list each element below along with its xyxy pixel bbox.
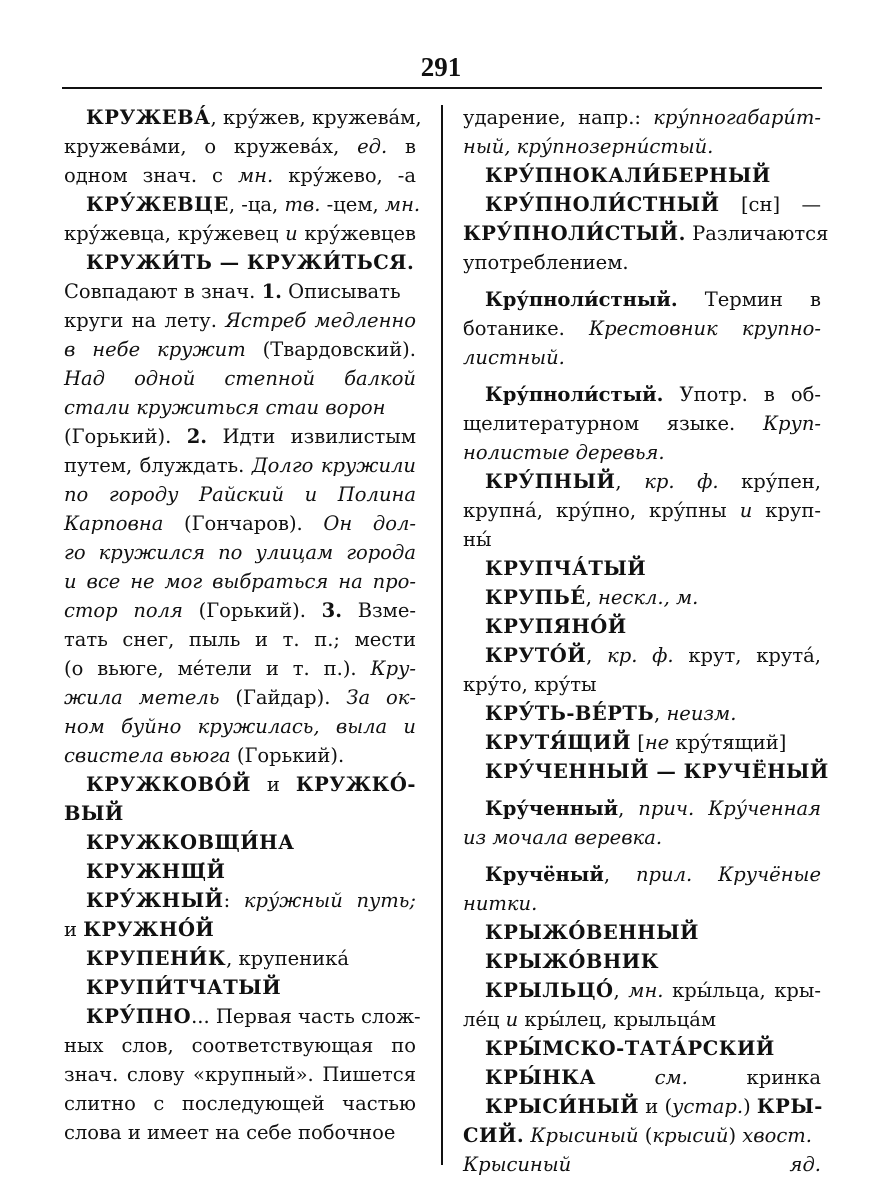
text-span: кружева́ми, о кружева́х, (64, 135, 358, 158)
text-line (463, 612, 821, 641)
text-line (463, 248, 821, 277)
text-span: ботанике. (463, 317, 589, 340)
text-span: кру́тящий] (669, 731, 787, 754)
text-span: круп- (752, 499, 821, 522)
italic-text: мн. (384, 193, 421, 216)
italic-text: устар. (672, 1095, 744, 1118)
italic-text: нитки. (463, 892, 538, 915)
italic-text: Крестовник крупно- (588, 317, 821, 340)
text-span: Совпадают в знач. (64, 280, 262, 303)
italic-text: кр. ф. (644, 470, 719, 493)
italic-text: неизм. (666, 702, 737, 725)
text-line (64, 567, 416, 596)
text-line (64, 857, 416, 886)
text-span: щелитературном языке. (463, 412, 763, 435)
italic-text: см. (654, 1066, 688, 1089)
headword: КРУЖНО́Й (83, 918, 215, 941)
text-line (463, 1005, 821, 1034)
right-column (463, 103, 829, 1179)
text-line (64, 190, 421, 219)
italic-text: Крысиный яд. (463, 1153, 821, 1176)
text-span: знач. слову «крупный». Пишется (64, 1063, 416, 1086)
italic-text: ном буйно кружилась, выла и (64, 715, 416, 738)
text-line (64, 538, 416, 567)
italic-text: по городу Райский и Полина (64, 483, 416, 506)
italic-text: мн. (628, 979, 664, 1002)
text-span: и (250, 773, 296, 796)
italic-text: Над одной степной балкой (64, 367, 416, 390)
text-line (463, 728, 821, 757)
italic-text: и все не мог выбраться на про- (64, 570, 416, 593)
headword: КРУ́ПНОЛИ́СТНЫЙ (485, 193, 720, 216)
text-span: слитно с последующей частью (64, 1092, 416, 1115)
text-line (64, 712, 416, 741)
text-span: -цем, (320, 193, 385, 216)
text-span: , -ца, (228, 193, 285, 216)
entry-gap (463, 786, 821, 794)
text-line (463, 1034, 821, 1063)
text-line (64, 422, 416, 451)
text-span: (Твардовский). (245, 338, 416, 361)
text-span: , (585, 586, 599, 609)
text-line (463, 757, 829, 786)
text-line (64, 741, 416, 770)
text-line (463, 132, 821, 161)
headword: КРУПЧА́ТЫЙ (485, 557, 647, 580)
text-line (463, 161, 821, 190)
headword: КРУ́ЖНЫЙ (86, 889, 224, 912)
text-line (64, 306, 416, 335)
left-column (64, 103, 422, 1147)
headword: КРЫ́НКА (485, 1066, 596, 1089)
text-span: тать снег, пыль и т. п.; мести (64, 628, 416, 651)
headword: КРУ́ПНЫЙ (485, 470, 616, 493)
text-span: (Горький). (182, 599, 322, 622)
headword: КРУТО́Й (485, 644, 587, 667)
text-span: (Гончаров). (163, 512, 324, 535)
italic-text: мн. (237, 164, 274, 187)
text-line (463, 219, 829, 248)
text-span: Идти извилистым (207, 425, 416, 448)
headword: КРУЖКОВО́Й (86, 773, 251, 796)
text-line (463, 438, 821, 467)
text-span: , (613, 979, 629, 1002)
bold-text: Кру́пноли́стый. (485, 383, 664, 406)
italic-text: го кружился по улицам города (64, 541, 416, 564)
text-span: крупна́, кру́пно, кру́пны (463, 499, 740, 522)
italic-text: прил. Кручёные (635, 863, 821, 886)
headword: КРУТЯ́ЩИЙ (485, 731, 631, 754)
text-span: (Горький). (230, 744, 345, 767)
text-line (463, 554, 821, 583)
entry-gap (463, 372, 821, 380)
italic-text: ный, кру́пнозерни́стый. (463, 135, 714, 158)
text-line (64, 683, 416, 712)
text-line (64, 132, 416, 161)
text-span: в (387, 135, 416, 158)
italic-text: стали кружиться стаи ворон (64, 396, 386, 419)
italic-text: ед. (357, 135, 388, 158)
headword: КРУЖЕВА́ (86, 106, 211, 129)
headword: КРУЖКОВЩИ́НА (86, 831, 295, 854)
text-line (64, 364, 416, 393)
text-line (463, 314, 821, 343)
italic-text: не (644, 731, 670, 754)
bold-text: 2. (186, 425, 208, 448)
text-line (463, 285, 821, 314)
headword: КРУПЕНИ́К (86, 947, 227, 970)
italic-text: листный. (463, 346, 565, 369)
text-line (463, 670, 821, 699)
header-rule (62, 87, 822, 89)
headword: КРЫЛЬЦО́ (485, 979, 614, 1002)
text-line (64, 335, 416, 364)
bold-text: Кручёный (485, 863, 604, 886)
headword: КРУ́ПНОКАЛИ́БЕРНЫЙ (485, 164, 771, 187)
text-span: ( (638, 1124, 653, 1147)
text-line (64, 451, 416, 480)
text-span: [ (631, 731, 645, 754)
headword: СИЙ. (463, 1124, 525, 1147)
text-line (64, 915, 416, 944)
text-span: крут, крута́, (673, 644, 821, 667)
headword: КРУ́ПНО (86, 1005, 192, 1028)
text-line (463, 976, 821, 1005)
headword: КРЫСИ́НЫЙ (485, 1095, 640, 1118)
text-line (463, 860, 821, 889)
text-span: ны́ (463, 528, 492, 551)
italic-text: крысий (652, 1124, 729, 1147)
headword: КРУ́ПНОЛИ́СТЫЙ. (463, 222, 686, 245)
text-line (463, 823, 821, 852)
text-span: Различаются (685, 222, 829, 245)
text-span: употреблением. (463, 251, 629, 274)
text-line (64, 625, 416, 654)
text-line (463, 1150, 821, 1179)
text-line (64, 654, 416, 683)
text-line (463, 1063, 821, 1092)
italic-text: жила метель (64, 686, 220, 709)
text-line (463, 583, 821, 612)
headword: КРУПЬЕ́ (485, 586, 586, 609)
text-line (64, 973, 416, 1002)
headword: КРУ́ТЬ-ВЕ́РТЬ (485, 702, 655, 725)
text-span: кру́жевцев (297, 222, 416, 245)
text-span: круги на лету. (64, 309, 226, 332)
italic-text: и (505, 1008, 519, 1031)
text-span: , кру́жев, кружева́м, (210, 106, 422, 129)
text-line (64, 480, 416, 509)
italic-text: свистела вьюга (64, 744, 231, 767)
italic-text: прич. Кру́ченная (638, 797, 821, 820)
italic-text: нескл., м. (598, 586, 699, 609)
text-span: , (615, 470, 645, 493)
headword: КРЫ́МСКО-ТАТА́РСКИЙ (485, 1037, 775, 1060)
text-line (64, 509, 416, 538)
headword: ВЫЙ (64, 802, 124, 825)
text-span: (о вьюге, ме́тели и т. п.). (64, 657, 371, 680)
headword: КРУПИ́ТЧАТЫЙ (86, 976, 282, 999)
text-line (64, 886, 416, 915)
text-span: одном знач. с (64, 164, 238, 187)
text-line (463, 699, 821, 728)
headword: КРУЖИ́ТЬ — КРУЖИ́ТЬСЯ. (86, 251, 415, 274)
text-span: ) (743, 1095, 757, 1118)
italic-text: За ок- (346, 686, 416, 709)
italic-text: из мочала веревка. (463, 826, 663, 849)
text-span: , крупеника́ (226, 947, 349, 970)
headword: КРУ́ЖЕВЦЕ (86, 193, 229, 216)
text-line (463, 1121, 821, 1150)
text-line (463, 409, 821, 438)
entry-gap (463, 277, 821, 285)
entry-gap (463, 852, 821, 860)
text-span (596, 1066, 655, 1089)
text-span: : (223, 889, 244, 912)
text-line (463, 103, 821, 132)
text-line (64, 277, 416, 306)
text-line (64, 799, 416, 828)
bold-text: 1. (261, 280, 282, 303)
text-span: , (654, 702, 667, 725)
text-span: ударение, напр.: (463, 106, 654, 129)
text-span: кру́пен, (718, 470, 821, 493)
italic-text: Кру- (370, 657, 416, 680)
column-divider (441, 105, 443, 1165)
headword: КРЫЖО́ВЕННЫЙ (485, 921, 699, 944)
text-line (64, 1118, 416, 1147)
italic-text: Он дол- (323, 512, 416, 535)
text-span: кры́лец, крыльца́м (518, 1008, 717, 1031)
text-span: [сн] — (719, 193, 821, 216)
text-span: кру́жево, -а (273, 164, 416, 187)
text-span: Термин в (677, 288, 821, 311)
bold-text: Кру́ченный (485, 797, 619, 820)
italic-text: кру́пногабари́т- (653, 106, 821, 129)
italic-text: кр. ф. (607, 644, 674, 667)
headword: КРУЖКО́- (295, 773, 416, 796)
text-span: ных слов, соответствующая по (64, 1034, 416, 1057)
text-span: путем, блуждать. (64, 454, 252, 477)
text-line (64, 1031, 416, 1060)
italic-text: и (285, 222, 298, 245)
italic-text: Крысиный (530, 1124, 639, 1147)
text-line (463, 1092, 821, 1121)
text-line (463, 190, 821, 219)
text-span: и (64, 918, 84, 941)
text-line (463, 380, 821, 409)
italic-text: Карповна (64, 512, 164, 535)
text-span: Описывать (281, 280, 401, 303)
text-span: ле́ц (463, 1008, 506, 1031)
headword: КРУ́ЧЕННЫЙ — КРУЧЁНЫЙ (485, 760, 829, 783)
text-line (463, 467, 821, 496)
text-span: Употр. в об- (663, 383, 821, 406)
text-span: и ( (639, 1095, 673, 1118)
text-line (64, 393, 416, 422)
italic-text: тв. (284, 193, 321, 216)
text-span: кру́жевца, кру́жевец (64, 222, 286, 245)
italic-text: кру́жный путь; (243, 889, 416, 912)
text-line (64, 248, 416, 277)
italic-text: и (739, 499, 753, 522)
text-line (64, 219, 416, 248)
text-span: (Горький). (64, 425, 187, 448)
text-span: кру́то, кру́ты (463, 673, 597, 696)
headword: КРУПЯНО́Й (485, 615, 627, 638)
text-line (64, 828, 416, 857)
italic-text: Круп- (762, 412, 821, 435)
headword: КРЫ- (756, 1095, 823, 1118)
text-line (463, 496, 821, 525)
text-line (463, 525, 821, 554)
text-span: слова и имеет на себе побочное (64, 1121, 396, 1144)
page-number: 291 (420, 52, 462, 82)
text-span: (Гайдар). (219, 686, 347, 709)
text-span: , (603, 863, 636, 886)
text-line (64, 944, 416, 973)
text-line (64, 1089, 416, 1118)
text-span: , (586, 644, 608, 667)
italic-text: стор поля (64, 599, 183, 622)
text-span: , (618, 797, 639, 820)
italic-text: Ястреб медленно (225, 309, 416, 332)
headword: КРУЖНЩ́Й (86, 860, 226, 883)
text-line (64, 1060, 416, 1089)
text-line (463, 889, 821, 918)
italic-text: нолистые деревья. (463, 441, 665, 464)
text-line (463, 641, 821, 670)
text-line (463, 794, 821, 823)
text-line (64, 161, 416, 190)
text-line (463, 918, 821, 947)
text-line (64, 103, 422, 132)
text-line (463, 947, 821, 976)
headword: КРЫЖО́ВНИК (485, 950, 659, 973)
bold-text: Кру́пноли́стный. (485, 288, 678, 311)
italic-text: в небе кружит (64, 338, 246, 361)
text-line (64, 770, 416, 799)
bold-text: 3. (321, 599, 343, 622)
text-line (64, 1002, 421, 1031)
italic-text: Долго кружили (251, 454, 416, 477)
text-span: Взме- (342, 599, 416, 622)
text-span: ) (728, 1124, 743, 1147)
text-span: ... Первая часть слож- (191, 1005, 421, 1028)
text-span: кры́льца, кры- (663, 979, 821, 1002)
text-line (64, 596, 416, 625)
italic-text: хвост. (742, 1124, 812, 1147)
text-line (463, 343, 821, 372)
text-span: кринка (687, 1066, 821, 1089)
